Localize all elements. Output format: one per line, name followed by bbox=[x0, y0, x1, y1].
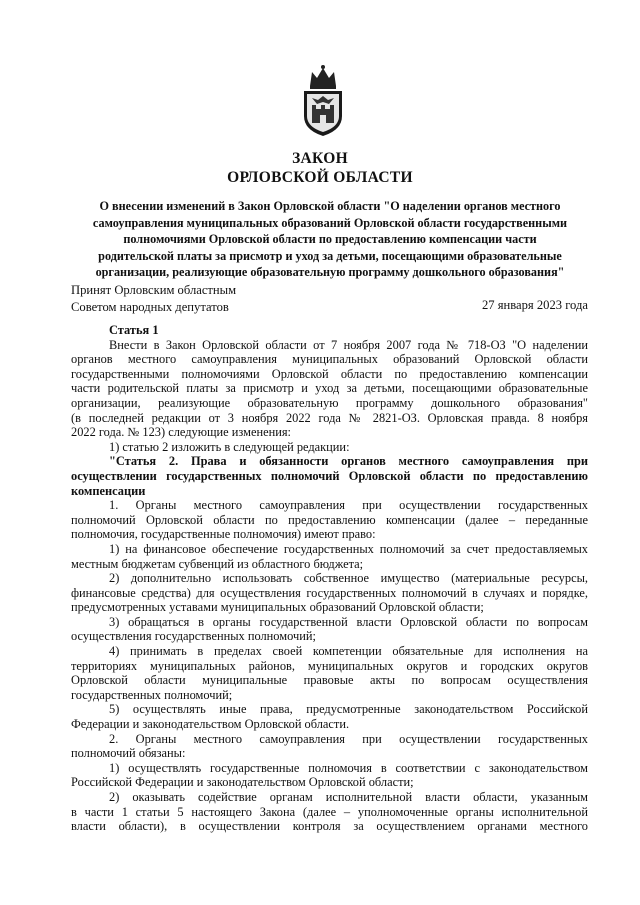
coat-of-arms-emblem bbox=[300, 64, 346, 138]
body-line: осуществления государственных полномочий; bbox=[71, 629, 316, 644]
law-title: ЗАКОН bbox=[292, 150, 348, 167]
body-line: полномочий обязаны: bbox=[71, 746, 186, 761]
body-line: осуществлении государственных полномочий Орловской области по предоставлению bbox=[71, 468, 588, 483]
body-line: полномочий Орловской области по предоставлению компенсации (далее – переданные bbox=[71, 512, 588, 527]
body-line: 2. Органы местного самоуправления при осуществлении государственных bbox=[109, 731, 588, 746]
body-line: территориях муниципальных районов, муниципальных округов и городских округов bbox=[71, 658, 588, 673]
body-line: органов местного самоуправления муниципальных образований Орловской области bbox=[71, 352, 588, 367]
adoption-info bbox=[71, 282, 236, 315]
body-line: 5) осуществлять иные права, предусмотренные законодательством Российской bbox=[109, 702, 588, 717]
body-line: компенсации bbox=[71, 483, 146, 498]
heading-line: самоуправления муниципальных образований Орловской области государственными bbox=[92, 215, 568, 230]
body-line: в части 1 статьи 5 настоящего Закона (далее – уполномоченные органы исполнительной bbox=[71, 804, 588, 819]
heading-line: родительской платы за присмотр и уход за детьми, посещающими образовательные bbox=[98, 248, 562, 263]
body-line: (в последней редакции от 3 ноября 2022 года № 2821-ОЗ. Орловская правда. 8 ноября bbox=[71, 410, 588, 425]
body-line: 1) на финансовое обеспечение государственных полномочий за счет предоставляемых bbox=[109, 541, 588, 556]
body-line: 1) статью 2 изложить в следующей редакции: bbox=[109, 439, 350, 454]
body-line: власти области), в осуществлении контроля за осуществлением органами местного bbox=[71, 819, 588, 834]
body-line: государственных полномочий; bbox=[71, 687, 233, 702]
body-line: 2) дополнительно использовать собственное имущество (материальные ресурсы, bbox=[109, 571, 588, 586]
body-line: 2022 года. № 123) следующие изменения: bbox=[71, 425, 291, 440]
heading-line: организации, реализующие образовательную программу дошкольного образования" bbox=[95, 265, 565, 279]
body-line: 4) принимать в пределах своей компетенции обязательные для исполнения на bbox=[109, 644, 588, 659]
body-line: "Статья 2. Права и обязанности органов местного самоуправления при bbox=[109, 454, 588, 469]
body-line: финансовые средства) для осуществления государственных полномочий в случаях и порядке, bbox=[71, 585, 588, 600]
body-line: 1. Органы местного самоуправления при осуществлении государственных bbox=[109, 498, 588, 513]
body-line: предусмотренных уставами муниципальных образований Орловской области; bbox=[71, 600, 484, 615]
law-heading bbox=[80, 198, 580, 281]
body-line: Статья 1 bbox=[109, 323, 159, 337]
body-line: Орловской области муниципальные правовые акты по вопросам осуществления bbox=[71, 673, 588, 688]
body-line: организации, реализующие образовательную программу дошкольного образования" bbox=[71, 395, 588, 410]
region-title: ОРЛОВСКОЙ ОБЛАСТИ bbox=[227, 169, 413, 186]
body-line: 1) осуществлять государственные полномочия в соответствии с законодательством bbox=[109, 760, 588, 775]
body-line: полномочия, государственные полномочия) имеют право: bbox=[71, 527, 376, 542]
body-line: Российской Федерации и законодательством Орловской области; bbox=[71, 775, 414, 790]
law-body bbox=[71, 323, 588, 834]
heading-line: полномочиями Орловской области по предоставлению компенсации части bbox=[123, 232, 537, 246]
body-line: государственными полномочиями Орловской области по предоставлению компенсации bbox=[71, 366, 588, 381]
heading-line: О внесении изменений в Закон Орловской области "О наделении органов местного bbox=[99, 199, 561, 213]
body-line: 2) оказывать содействие органам исполнительной власти области, указанным bbox=[109, 790, 588, 804]
body-line: местным бюджетам субвенций из областного бюджета; bbox=[71, 556, 364, 571]
body-line: Федерации и законодательством Орловской области. bbox=[71, 717, 350, 732]
adopted-by-line2: Советом народных депутатов bbox=[71, 299, 229, 314]
body-line: Внести в Закон Орловской области от 7 ноября 2007 года № 718-ОЗ "О наделении bbox=[109, 337, 588, 352]
adoption-date: 27 января 2023 года bbox=[481, 298, 588, 312]
adopted-by-line1: Принят Орловским областным bbox=[71, 283, 237, 297]
body-line: 3) обращаться в органы государственной власти Орловской области по вопросам bbox=[109, 614, 588, 629]
body-line: части родительской платы за присмотр и уход за детьми, посещающими образовательные bbox=[71, 381, 588, 396]
